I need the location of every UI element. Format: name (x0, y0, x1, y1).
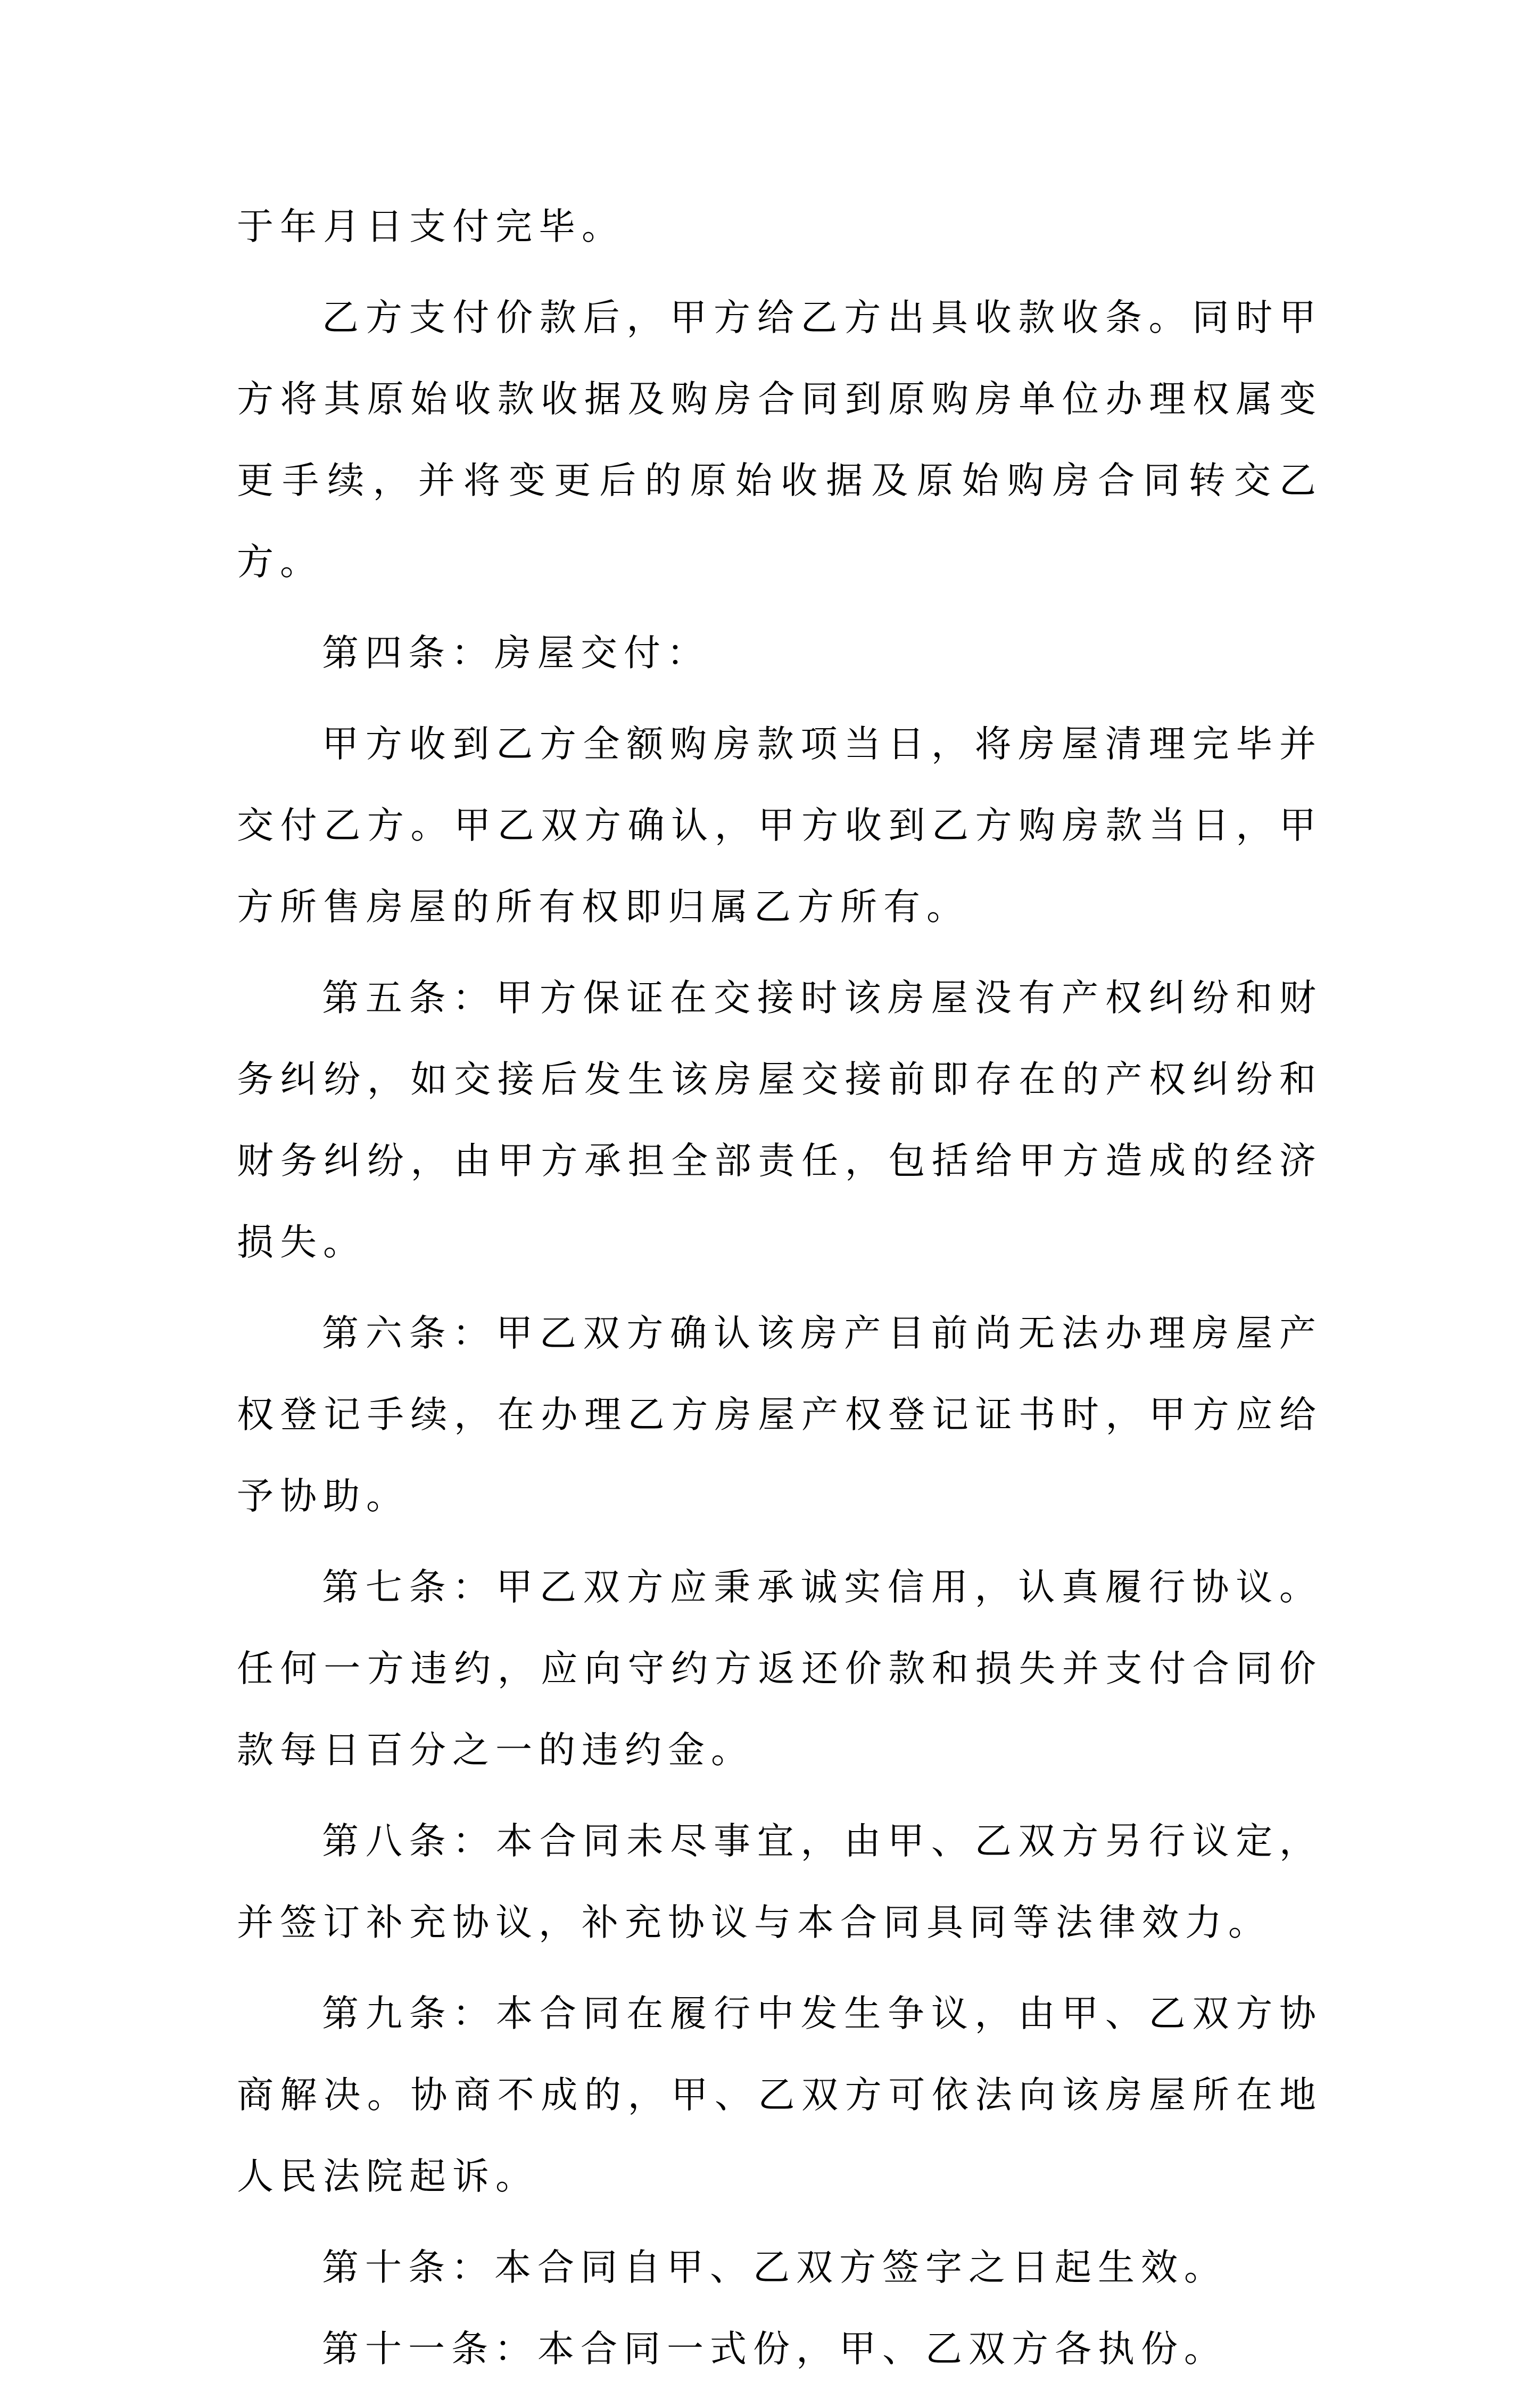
clause-4-heading: 第四条：房屋交付： (322, 632, 710, 674)
clause-10: 第十条：本合同自甲、乙双方签字之日起生效。 (322, 2246, 1227, 2289)
clause-5: 第五条：甲方保证在交接时该房屋没有产权纠纷和财务纠纷，如交接后发生该房屋交接前即存在的产权纠纷和财务纠纷，由甲方承担全部责任，包括给甲方造成的经济损失。 (237, 977, 1322, 1264)
paragraph-payment-completion: 于年月日支付完毕。 (237, 205, 625, 248)
clause-8: 第八条：本合同未尽事宜，由甲、乙双方另行议定，并签订补充协议，补充协议与本合同具同等法律效力。 (237, 1820, 1322, 1944)
paragraph-house-delivery: 甲方收到乙方全额购房款项当日，将房屋清理完毕并交付乙方。甲乙双方确认，甲方收到乙方购房款当日，甲方所售房屋的所有权即归属乙方所有。 (237, 723, 1322, 928)
paragraph-receipt-transfer: 乙方支付价款后，甲方给乙方出具收款收条。同时甲方将其原始收款收据及购房合同到原购房单位办理权属变更手续，并将变更后的原始收据及原始购房合同转交乙方。 (237, 296, 1322, 583)
clause-11: 第十一条：本合同一式份，甲、乙双方各执份。 (322, 2328, 1227, 2370)
contract-body (237, 186, 1322, 2390)
clause-9: 第九条：本合同在履行中发生争议，由甲、乙双方协商解决。协商不成的，甲、乙双方可依法向该房屋所在地人民法院起诉。 (237, 1992, 1322, 2198)
clause-7: 第七条：甲乙双方应秉承诚实信用，认真履行协议。任何一方违约，应向守约方返还价款和损失并支付合同价款每日百分之一的违约金。 (237, 1566, 1322, 1771)
clause-6: 第六条：甲乙双方确认该房产目前尚无法办理房屋产权登记手续，在办理乙方房屋产权登记证书时，甲方应给予协助。 (237, 1312, 1322, 1518)
